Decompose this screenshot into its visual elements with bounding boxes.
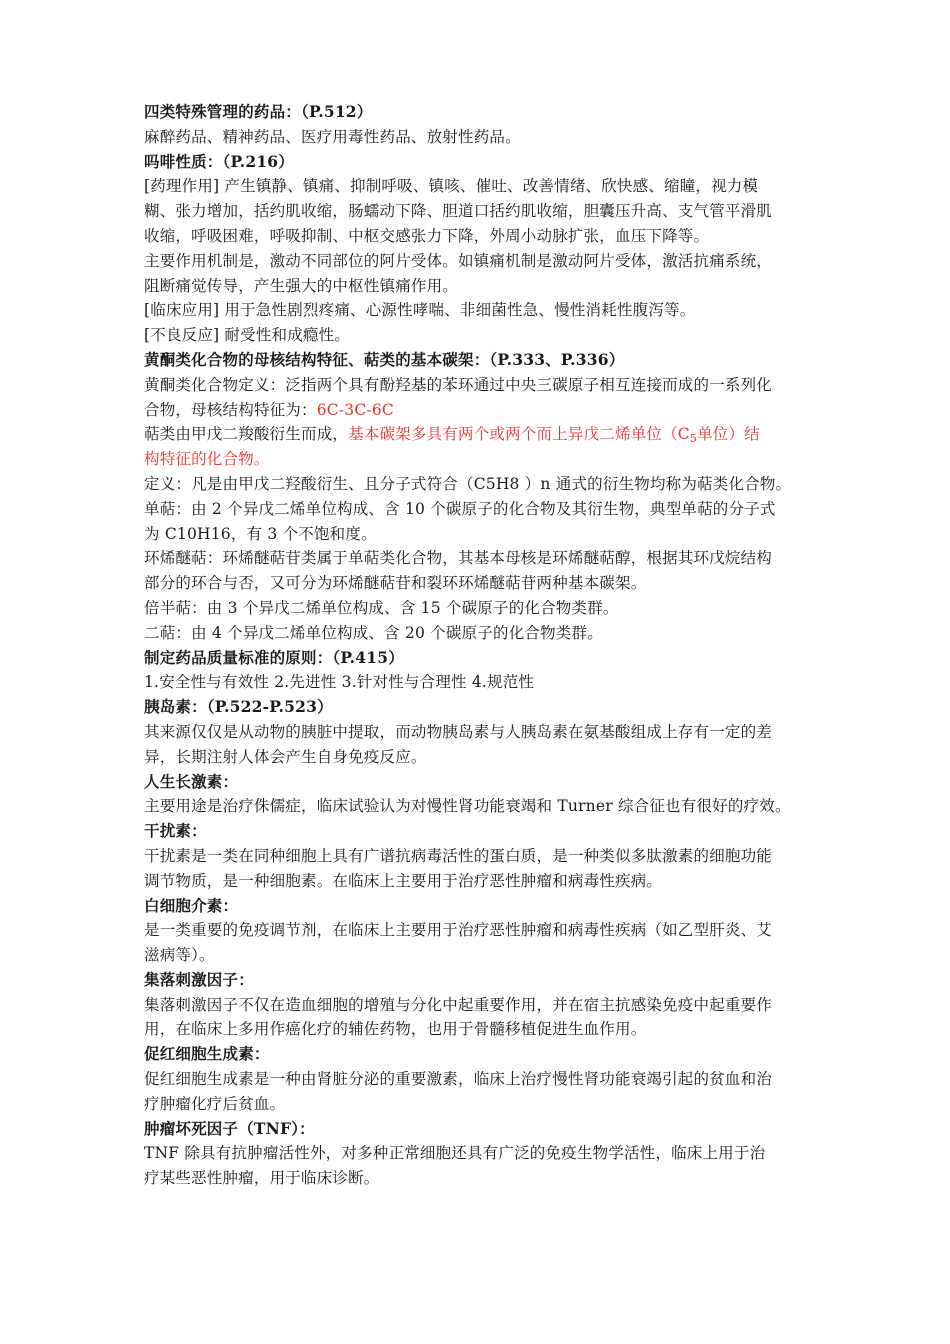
- text-line: 环烯醚萜：环烯醚萜苷类属于单萜类化合物，其基本母核是环烯醚萜醇，根据其环戊烷结构: [144, 549, 773, 568]
- text-line: 调节物质，是一种细胞素。在临床上主要用于治疗恶性肿瘤和病毒性疾病。: [144, 871, 663, 890]
- text-line: 定义：凡是由甲戊二羟酸衍生、且分子式符合（C5H8 ）n 通式的衍生物均称为萜类化合物。: [144, 474, 792, 493]
- text-line: [144, 398, 812, 423]
- highlight-text: 基本碳架多具有两个或两个而上异戊二烯单位（C: [348, 425, 690, 444]
- section-heading: 胰岛素：（P.522-P.523）: [144, 697, 333, 717]
- text-line: [不良反应] 耐受性和成瘾性。: [144, 326, 351, 345]
- text-line: 异，长期注射人体会产生自身免疫反应。: [144, 747, 427, 766]
- text-span: 萜类由甲戊二羧酸衍生而成，: [144, 425, 349, 444]
- section-heading: 四类特殊管理的药品：（P.512）: [144, 102, 373, 121]
- section-heading: 干扰素：: [144, 821, 207, 841]
- text-line: 阻断痛觉传导，产生强大的中枢性镇痛作用。: [144, 276, 459, 295]
- text-line: 糊、张力增加，括约肌收缩，肠蠕动下降、胆道口括约肌收缩，胆囊压升高、支气管平滑肌: [144, 202, 773, 221]
- text-line: 收缩，呼吸困难，呼吸抑制、中枢交感张力下降，外周小动脉扩张，血压下降等。: [144, 226, 710, 245]
- text-line: 用，在临床上多用作癌化疗的辅佐药物，也用于骨髓移植促进生血作用。: [144, 1020, 647, 1039]
- text-line: 主要作用机制是，激动不同部位的阿片受体。如镇痛机制是激动阿片受体，激活抗痛系统，: [144, 251, 773, 270]
- text-line: 其来源仅仅是从动物的胰脏中提取，而动物胰岛素与人胰岛素在氨基酸组成上存有一定的差: [144, 722, 773, 741]
- text-line: 单萜：由 2 个异戊二烯单位构成、含 10 个碳原子的化合物及其衍生物，典型单萜的分子式: [144, 499, 776, 518]
- text-line: 构特征的化合物。: [144, 450, 270, 469]
- text-line: [144, 422, 812, 447]
- section-heading: 制定药品质量标准的原则：（P.415）: [144, 647, 404, 667]
- text-line: 二萜：由 4 个异戊二烯单位构成、含 20 个碳原子的化合物类群。: [144, 623, 603, 642]
- section-heading: 吗啡性质：（P.216）: [144, 151, 294, 171]
- text-line: 部分的环合与否，又可分为环烯醚萜苷和裂环环烯醚萜苷两种基本碳架。: [144, 574, 647, 593]
- section-heading: 白细胞介素：: [144, 895, 239, 915]
- text-line: 主要用途是治疗侏儒症，临床试验认为对慢性肾功能衰竭和 Turner 综合征也有很好的疗效。: [144, 797, 791, 816]
- section-heading: 肿瘤坏死因子（TNF）：: [144, 1118, 315, 1138]
- text-line: 疗某些恶性肿瘤，用于临床诊断。: [144, 1169, 380, 1188]
- highlight-text: 6C-3C-6C: [316, 400, 394, 419]
- subscript-text: 5: [689, 432, 698, 446]
- text-line: 麻醉药品、精神药品、医疗用毒性药品、放射性药品。: [144, 127, 521, 146]
- document-page: [144, 100, 812, 1191]
- text-line: 1.安全性与有效性 2.先进性 3.针对性与合理性 4.规范性: [144, 673, 535, 692]
- text-line: 促红细胞生成素是一种由肾脏分泌的重要激素，临床上治疗慢性肾功能衰竭引起的贫血和治: [144, 1070, 773, 1089]
- text-line: 倍半萜：由 3 个异戊二烯单位构成、含 15 个碳原子的化合物类群。: [144, 598, 619, 617]
- text-line: 集落刺激因子不仅在造血细胞的增殖与分化中起重要作用，并在宿主抗感染免疫中起重要作: [144, 995, 773, 1014]
- section-heading: 促红细胞生成素：: [144, 1044, 270, 1064]
- text-line: [药理作用] 产生镇静、镇痛、抑制呼吸、镇咳、催吐、改善情绪、欣快感、缩瞳，视力模: [144, 177, 759, 196]
- text-line: [临床应用] 用于急性剧烈疼痛、心源性哮喘、非细菌性急、慢性消耗性腹泻等。: [144, 301, 696, 320]
- section-heading: 集落刺激因子：: [144, 969, 254, 989]
- highlight-text: 单位）结: [697, 425, 760, 444]
- text-line: 疗肿瘤化疗后贫血。: [144, 1094, 286, 1113]
- text-line: 滋病等）。: [144, 946, 215, 965]
- section-heading: 人生长激素：: [144, 771, 239, 791]
- text-span: 合物，母核结构特征为：: [144, 400, 317, 419]
- text-line: 干扰素是一类在同种细胞上具有广谱抗病毒活性的蛋白质，是一种类似多肽激素的细胞功能: [144, 846, 773, 865]
- section-heading: 黄酮类化合物的母核结构特征、萜类的基本碳架：（P.333、P.336）: [144, 349, 625, 369]
- text-line: 是一类重要的免疫调节剂，在临床上主要用于治疗恶性肿瘤和病毒性疾病（如乙型肝炎、艾: [144, 921, 773, 940]
- text-line: TNF 除具有抗肿瘤活性外，对多种正常细胞还具有广泛的免疫生物学活性，临床上用于治: [144, 1144, 766, 1163]
- text-line: 黄酮类化合物定义：泛指两个具有酚羟基的苯环通过中央三碳原子相互连接而成的一系列化: [144, 375, 773, 394]
- text-line: 为 C10H16，有 3 个不饱和度。: [144, 524, 377, 543]
